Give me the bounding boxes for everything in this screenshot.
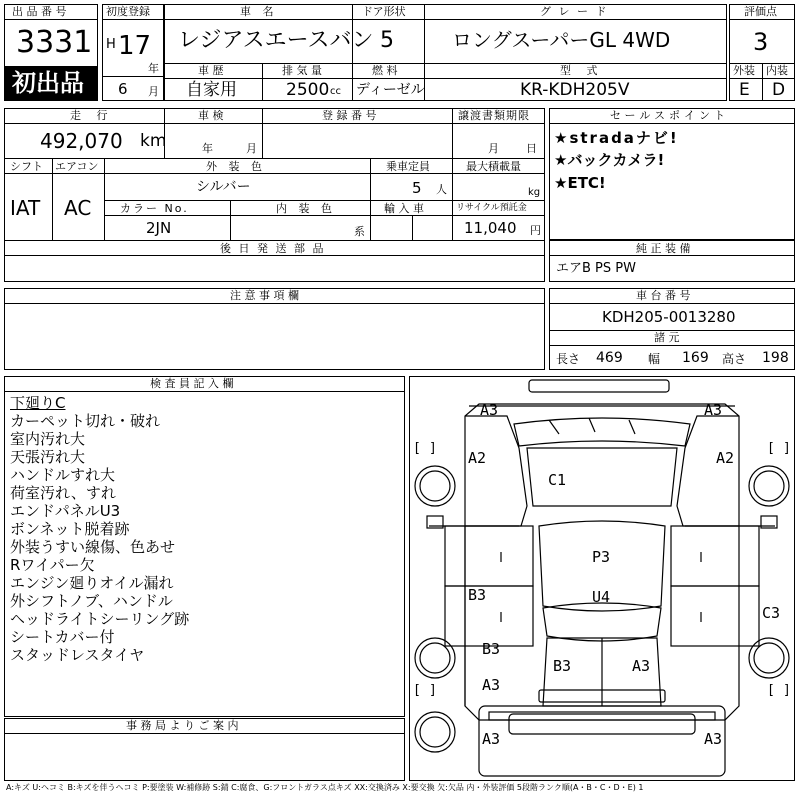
note-2: カーペット切れ・破れ: [10, 412, 161, 430]
svg-text:[: [: [413, 441, 421, 456]
note-14: シートカバー付: [10, 628, 115, 646]
inspector-label: 検 査 員 記 入 欄: [150, 377, 234, 390]
month: 6: [118, 80, 128, 98]
damage-label-left-rear-corner: A3: [482, 676, 501, 694]
first-listing-badge: 初出品: [4, 66, 98, 101]
note-5: ハンドルすれ大: [10, 466, 116, 484]
damage-label-right-fender: A2: [716, 449, 735, 467]
sales-point-3: ★ETC!: [554, 174, 606, 192]
note-13: ヘッドライトシーリング跡: [10, 610, 190, 628]
sales-point-1: ★stradaナビ!: [554, 129, 679, 147]
damage-legend: A:キズ U:ヘコミ B:キズを伴うヘコミ P:要塗装 W:補修跡 S:錆 C:腐食、G:フロントガラス点キズ XX:交換済み X:要交換 欠:欠品 内・外装評価 5段階ランク順(A・B・C・D・E) 1: [6, 783, 644, 792]
vehicle-diagram: [409, 376, 795, 781]
capacity-label: 乗車定員: [386, 160, 430, 173]
displacement: 2500: [286, 80, 330, 100]
lot-number-label: 出 品 番 号: [12, 5, 67, 18]
note-10: Rワイパー欠: [10, 556, 95, 574]
chassis-number: KDH205-0013280: [602, 308, 736, 326]
length: 469: [596, 350, 623, 366]
later-parts-label: 後 日 発 送 部 品: [220, 242, 326, 255]
door-label: ドア形状: [362, 5, 406, 18]
history-label: 車 歴: [198, 64, 224, 77]
car-name-label: 車 名: [240, 5, 278, 18]
width: 169: [682, 350, 709, 366]
damage-label-rear-right: A3: [632, 657, 651, 675]
note-11: エンジン廻りオイル漏れ: [10, 574, 174, 592]
displacement-label: 排 気 量: [282, 64, 322, 77]
equipment-label: 純 正 装 備: [636, 242, 691, 255]
damage-label-right-quarter: C3: [762, 604, 781, 622]
year: 17: [118, 31, 152, 61]
ext-color-label: 外 装 色: [206, 160, 266, 173]
max-load-label: 最大積載量: [466, 160, 521, 173]
score: 3: [753, 28, 769, 56]
note-6: 荷室汚れ、すれ: [10, 484, 116, 502]
damage-label-rear-bumper-right: A3: [704, 730, 723, 748]
model: KR-KDH205V: [520, 80, 630, 100]
dimensions-label: 諸 元: [654, 331, 680, 344]
era: H: [106, 37, 116, 52]
recycle-label: リサイクル預託金: [456, 203, 527, 213]
damage-label-rear-left: B3: [553, 657, 572, 675]
model-label: 型 式: [560, 64, 604, 77]
fuel-label: 燃 料: [372, 64, 398, 77]
note-3: 室内汚れ大: [10, 430, 86, 448]
lot-number: 3331: [16, 25, 93, 60]
note-12: 外シフトノブ、ハンドル: [10, 592, 173, 610]
capacity: 5: [412, 179, 422, 197]
note-9: 外装うすい線傷、色あせ: [10, 538, 176, 556]
mileage: 492,070: [40, 129, 123, 153]
interior-grade: D: [772, 80, 786, 100]
mileage-label: 走 行: [70, 109, 114, 122]
svg-text:[: [: [413, 683, 421, 698]
exterior-grade: E: [739, 80, 750, 100]
shift-label: シフト: [10, 160, 43, 173]
svg-text:]: ]: [783, 683, 791, 698]
damage-label-front-left-corner: A3: [480, 401, 499, 419]
fuel: ディーゼル: [356, 82, 425, 98]
svg-text:[: [: [767, 441, 775, 456]
note-15: スタッドレスタイヤ: [10, 646, 145, 664]
recycle-deposit: 11,040: [464, 219, 517, 237]
svg-text:]: ]: [429, 683, 437, 698]
svg-text:]: ]: [429, 441, 437, 456]
sales-point-label: セールスポイント: [610, 109, 730, 122]
sales-point-2: ★バックカメラ!: [554, 151, 665, 169]
inspection-label: 車 検: [198, 109, 224, 122]
damage-label-left-quarter: B3: [482, 640, 501, 658]
ext-color: シルバー: [196, 179, 251, 195]
svg-text:[: [: [767, 683, 775, 698]
score-label: 評価点: [744, 5, 777, 18]
color-no: 2JN: [146, 219, 172, 237]
damage-label-left-fender: A2: [468, 449, 487, 467]
damage-label-rear-bumper-left: A3: [482, 730, 501, 748]
equipment-value: エアB PS PW: [556, 261, 636, 276]
grade-label: グ レ ー ド: [540, 5, 609, 18]
import-label: 輸 入 車: [384, 202, 424, 215]
office-label: 事 務 局 よ り ご 案 内: [126, 719, 239, 732]
chassis-label: 車 台 番 号: [636, 289, 691, 302]
damage-label-center-u4: U4: [592, 588, 611, 606]
damage-label-front-right-corner: A3: [704, 401, 723, 419]
aircon: AC: [64, 196, 92, 220]
car-spec-box: [164, 63, 727, 101]
aircon-label: エアコン: [55, 160, 99, 173]
interior-label: 内装: [766, 64, 788, 77]
damage-label-roof: C1: [548, 471, 567, 489]
damage-label-left-rear-door: B3: [468, 586, 487, 604]
transfer-deadline-label: 譲渡書類期限: [458, 109, 530, 122]
door: 5: [380, 28, 394, 53]
color-no-label: カラー No.: [120, 202, 189, 215]
height: 198: [762, 350, 789, 366]
note-8: ボンネット脱着跡: [10, 520, 130, 538]
exterior-label: 外装: [733, 64, 755, 77]
grade: ロングスーパーGL 4WD: [452, 28, 671, 52]
svg-text:]: ]: [783, 441, 791, 456]
car-name: レジアスエースバン: [178, 28, 374, 53]
note-1: 下廻りC: [10, 394, 66, 412]
reg-number-label: 登 録 番 号: [322, 109, 377, 122]
shift: IAT: [10, 196, 41, 220]
int-color-label: 内 装 色: [276, 202, 336, 215]
history: 自家用: [186, 80, 237, 100]
caution-label: 注 意 事 項 欄: [230, 289, 299, 302]
note-7: エンドパネルU3: [10, 502, 121, 520]
damage-label-center-p3: P3: [592, 548, 611, 566]
first-registration-label: 初度登録: [106, 5, 150, 18]
inspector-notes: [10, 394, 189, 664]
note-4: 天張汚れ大: [10, 448, 86, 466]
